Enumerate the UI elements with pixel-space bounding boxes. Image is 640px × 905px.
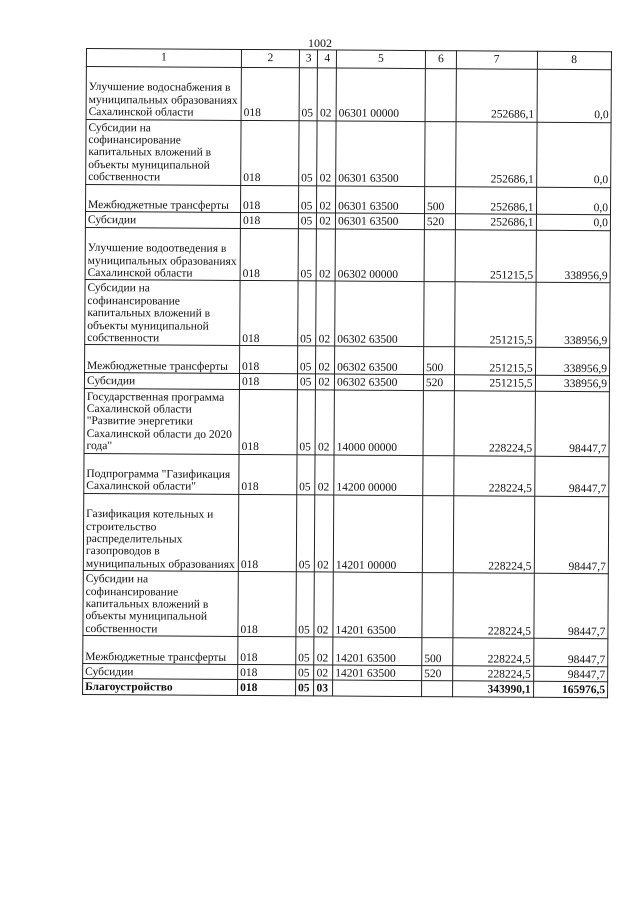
section-code-cell: 05 [296, 665, 315, 681]
amount-cell-col8: 338956,9 [535, 283, 610, 348]
row-name-cell: Межбюджетные трансферты [85, 184, 240, 213]
row-name-cell: Субсидии на софинансирование капитальных вложений в объекты муниципальной собственности [85, 280, 240, 346]
row-name-cell: Субсидии на софинансирование капитальных вложений в объекты муниципальной собственности [83, 571, 238, 637]
target-article-cell: 06302 63500 [334, 374, 423, 390]
amount-cell-col8: 98447,7 [533, 573, 608, 638]
page-number: 1002 [308, 36, 332, 50]
amount-cell-col7: 251215,5 [455, 230, 536, 283]
expense-type-cell: 520 [423, 375, 454, 391]
ministry-code-cell: 018 [241, 185, 299, 213]
column-header: 3 [299, 50, 318, 68]
table-row [84, 453, 609, 496]
subsection-code-cell: 02 [314, 572, 333, 637]
row-name-cell: Межбюджетные трансферты [85, 345, 240, 374]
row-name-cell: Подпрограмма "Газификация Сахалинской области" [84, 453, 239, 494]
target-article-cell: 14201 63500 [333, 572, 422, 638]
section-code-cell: 05 [297, 346, 316, 374]
section-code-cell: 05 [298, 185, 317, 213]
subsection-code-cell: 02 [316, 374, 335, 390]
ministry-code-cell: 018 [239, 389, 297, 454]
section-code-cell: 05 [298, 213, 317, 229]
subsection-code-cell: 02 [316, 346, 335, 374]
ministry-code-cell: 018 [240, 281, 298, 346]
amount-cell-col7: 228224,5 [454, 455, 535, 496]
row-name-cell: Субсидии на софинансирование капитальных вложений в объекты муниципальной собственности [86, 119, 241, 185]
ministry-code-cell: 018 [238, 664, 296, 680]
amount-cell-col8: 165976,5 [533, 682, 608, 698]
amount-cell-col7: 252686,1 [455, 214, 536, 230]
subsection-code-cell: 02 [315, 389, 334, 454]
amount-cell-col8: 0,0 [536, 215, 611, 231]
ministry-code-cell: 018 [238, 637, 296, 665]
column-header: 6 [425, 51, 456, 69]
expense-type-cell [424, 282, 455, 347]
amount-cell-col8: 0,0 [536, 187, 611, 215]
ministry-code-cell: 018 [240, 228, 298, 281]
target-article-cell: 06301 63500 [336, 186, 425, 214]
target-article-cell: 14200 00000 [334, 455, 423, 496]
amount-cell-col8: 98447,7 [534, 496, 609, 574]
target-article-cell: 06301 00000 [336, 68, 425, 121]
table-row [83, 493, 608, 574]
target-article-cell: 14201 00000 [333, 495, 422, 573]
expense-type-cell: 500 [423, 347, 454, 375]
table-row [83, 636, 608, 667]
column-header: 1 [86, 49, 241, 68]
amount-cell-col7: 252686,1 [456, 121, 537, 186]
ministry-code-cell: 018 [240, 346, 298, 374]
table-row [83, 571, 608, 639]
table-row [85, 184, 610, 215]
amount-cell-col7: 228224,5 [453, 638, 534, 666]
expense-type-cell: 520 [424, 214, 455, 230]
row-name-cell: Благоустройство [83, 679, 238, 695]
expense-type-cell [422, 573, 453, 638]
expense-type-cell: 500 [424, 186, 455, 214]
table-body [83, 67, 612, 698]
row-name-cell: Субсидии [85, 212, 240, 228]
target-article-cell: 06302 63500 [335, 346, 424, 374]
amount-cell-col8: 98447,7 [535, 391, 610, 456]
column-header: 8 [537, 51, 612, 69]
target-article-cell: 14201 63500 [333, 665, 422, 681]
target-article-cell: 14000 00000 [334, 390, 423, 456]
ministry-code-cell: 018 [238, 494, 296, 572]
subsection-code-cell: 02 [315, 454, 334, 494]
ministry-code-cell: 018 [239, 374, 297, 390]
subsection-code-cell: 02 [317, 213, 336, 229]
expense-type-cell [422, 495, 453, 573]
row-name-cell: Межбюджетные трансферты [83, 636, 238, 665]
subsection-code-cell: 02 [315, 495, 334, 573]
amount-cell-col7: 228224,5 [453, 496, 534, 574]
amount-cell-col8: 338956,9 [536, 230, 611, 283]
ministry-code-cell: 018 [238, 572, 296, 637]
amount-cell-col8: 98447,7 [533, 666, 608, 682]
section-code-cell: 05 [297, 389, 316, 454]
expense-type-cell [423, 390, 454, 455]
section-code-cell: 05 [296, 495, 315, 573]
table-row [85, 227, 610, 283]
budget-table [82, 48, 612, 698]
table-row [86, 119, 611, 187]
expense-type-cell [423, 455, 454, 495]
target-article-cell: 14201 63500 [333, 637, 422, 665]
subsection-code-cell: 02 [318, 68, 337, 121]
amount-cell-col8: 338956,9 [535, 348, 610, 376]
amount-cell-col7: 251215,5 [454, 375, 535, 391]
amount-cell-col7: 228224,5 [453, 666, 534, 682]
amount-cell-col8: 0,0 [536, 122, 611, 187]
subsection-code-cell: 02 [317, 186, 336, 214]
table-row [85, 280, 610, 348]
subsection-code-cell: 02 [316, 281, 335, 346]
amount-cell-col7: 251215,5 [454, 347, 535, 375]
amount-cell-col8: 98447,7 [534, 456, 609, 497]
ministry-code-cell: 018 [240, 213, 298, 229]
ministry-code-cell: 018 [239, 454, 297, 495]
amount-cell-col7: 228224,5 [454, 390, 535, 455]
subsection-code-cell: 02 [314, 665, 333, 681]
expense-type-cell [425, 121, 456, 186]
section-code-cell: 05 [297, 374, 316, 390]
expense-type-cell: 520 [422, 665, 453, 681]
expense-type-cell: 500 [422, 638, 453, 666]
subsection-code-cell: 02 [314, 637, 333, 665]
section-code-cell: 05 [297, 454, 316, 494]
section-code-cell: 05 [296, 637, 315, 665]
column-header: 5 [336, 50, 425, 69]
row-name-cell: Улучшение водоотведения в муниципальных образованиях Сахалинской области [85, 227, 240, 281]
section-code-cell: 05 [298, 281, 317, 346]
target-article-cell: 06302 00000 [335, 229, 424, 282]
ministry-code-cell: 018 [241, 120, 299, 185]
table-row [86, 67, 611, 123]
section-code-cell: 05 [296, 572, 315, 637]
amount-cell-col8: 0,0 [537, 69, 612, 122]
amount-cell-col7: 252686,1 [456, 69, 537, 122]
row-name-cell: Субсидии [84, 373, 239, 389]
section-code-cell: 05 [295, 680, 314, 696]
target-article-cell: 06301 63500 [336, 121, 425, 187]
section-code-cell: 05 [298, 229, 317, 282]
row-name-cell: Улучшение водоснабжения в муниципальных образованиях Сахалинской области [86, 67, 241, 121]
table-row [84, 388, 609, 456]
expense-type-cell [425, 69, 456, 122]
table-row [83, 679, 608, 698]
subsection-code-cell: 02 [317, 121, 336, 186]
amount-cell-col7: 251215,5 [455, 282, 536, 347]
ministry-code-cell: 018 [241, 67, 299, 120]
amount-cell-col8: 98447,7 [533, 638, 608, 666]
row-name-cell: Газификация котельных и строительство распределительных газопроводов в муниципальных образованиях [83, 493, 238, 571]
expense-type-cell [421, 681, 452, 697]
section-code-cell: 05 [299, 120, 318, 185]
target-article-cell: 06302 63500 [335, 281, 424, 347]
target-article-cell [333, 680, 422, 696]
subsection-code-cell: 03 [314, 680, 333, 696]
row-name-cell: Субсидии [83, 663, 238, 679]
section-code-cell: 05 [299, 68, 318, 121]
row-name-cell: Государственная программа Сахалинской области "Развитие энергетики Сахалинской области до 2020 года" [84, 388, 239, 454]
column-header: 2 [241, 49, 299, 67]
amount-cell-col7: 252686,1 [455, 186, 536, 214]
amount-cell-col8: 338956,9 [535, 375, 610, 391]
subsection-code-cell: 02 [317, 229, 336, 282]
expense-type-cell [424, 229, 455, 282]
column-header: 4 [318, 50, 337, 68]
ministry-code-cell: 018 [238, 680, 296, 696]
table-row [85, 345, 610, 376]
target-article-cell: 06301 63500 [335, 213, 424, 229]
amount-cell-col7: 343990,1 [452, 681, 533, 697]
amount-cell-col7: 228224,5 [453, 573, 534, 638]
column-header: 7 [456, 51, 537, 69]
